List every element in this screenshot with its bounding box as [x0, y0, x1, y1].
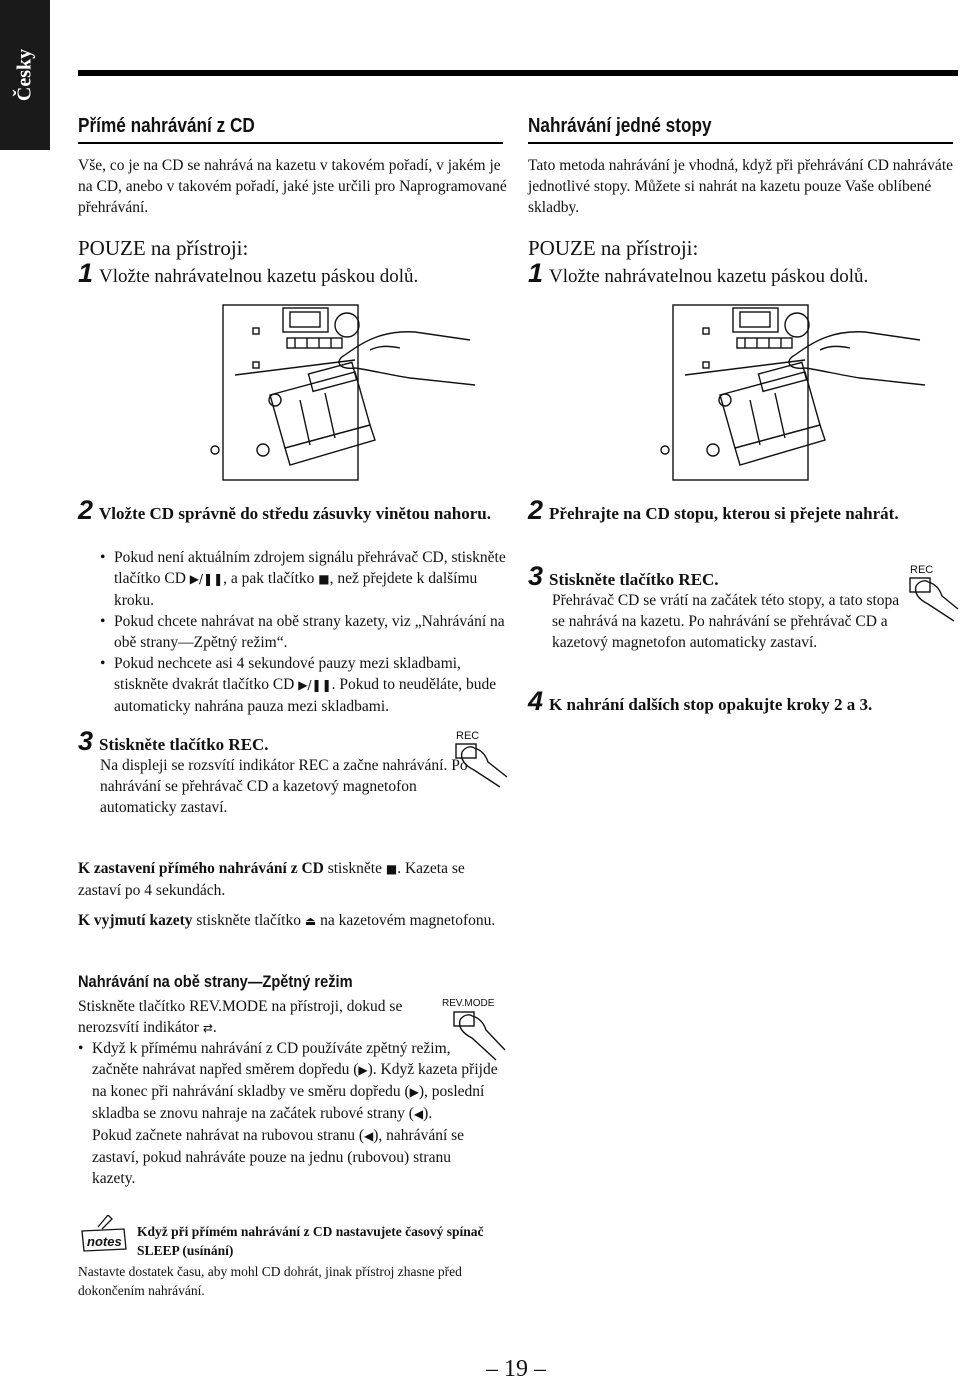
notes-title: Když při přímém nahrávání z CD nastavujete časový spínač SLEEP (usínání) [137, 1224, 484, 1258]
section-title-single-track: Nahrávání jedné stopy [528, 115, 712, 137]
notes-body: Nastavte dostatek času, aby mohl CD dohrát, jinak přístroj zhasne před dokončením nahrávání. [78, 1264, 462, 1298]
step-number: 3 [78, 726, 94, 756]
bullet-continuation: Pokud začnete nahrávat na rubovou stranu (◀), nahrávání se zastaví, pokud nahráváte pouze na jednu (rubovou) stranu kazety. [92, 1127, 465, 1187]
notes-label: notes [87, 1234, 122, 1249]
step-3 [78, 726, 269, 756]
play-reverse-icon: ◀ [413, 1107, 424, 1121]
step-text: Vložte nahrávatelnou kazetu páskou dolů. [549, 266, 869, 287]
play-reverse-icon: ◀ [364, 1129, 374, 1143]
pouze-label: POUZE na přístroji: [78, 236, 249, 260]
cassette-insert-illustration [645, 300, 935, 485]
step-text: Stiskněte tlačítko REC. [549, 570, 719, 589]
reverse-mode-bullets [78, 1038, 498, 1189]
step-3 [528, 561, 719, 591]
bullet-item: • Když k přímému nahrávání z CD používáte zpětný režim, začněte nahrávat napřed směrem dopředu (▶). Když kazeta přijde na konec při nahrávání skladby ve směru dopředu (▶), poslední skladba se znovu nahraje na začátek rubové strany (◀). [78, 1038, 498, 1125]
step-text: Stiskněte tlačítko REC. [99, 735, 269, 754]
step-text: K nahrání dalších stop opakujte kroky 2 a 3. [549, 695, 873, 714]
section-title-direct-cd: Přímé nahrávání z CD [78, 115, 255, 137]
eject-instructions: K vyjmutí kazety stiskněte tlačítko ⏏ na kazetovém magnetofonu. [78, 912, 496, 929]
step-2 [528, 495, 938, 525]
step-4 [528, 686, 873, 716]
section-rule [528, 142, 953, 144]
reverse-mode-body: Stiskněte tlačítko REV.MODE na přístroji, dokud se nerozsvítí indikátor ⇄. [78, 998, 403, 1036]
step-number: 4 [528, 686, 544, 716]
bullet-item: • Pokud není aktuálním zdrojem signálu přehrávač CD, stiskněte tlačítko CD ▶/❚❚, a pak tlačítko ■, než přejdete k dalšímu kroku. [100, 547, 512, 611]
step-3-body: Na displeji se rozsvítí indikátor REC a začne nahrávání. Po nahrávání se přehrávač CD a kazetový magnetofon automaticky zastaví. [100, 757, 468, 816]
rec-button-label: REC [910, 564, 934, 576]
step-number: 2 [78, 495, 94, 525]
step-3-body: Přehrávač CD se vrátí na začátek této stopy, a tato stopa se nahrává na kazetu. Po nahrávání se přehrávač CD a kazetový magnetofon automaticky zastaví. [552, 592, 900, 651]
intro-text: Tato metoda nahrávání je vhodná, když při přehrávání CD nahráváte jednotlivé stopy. Můžete si nahrát na kazetu pouze Vaše oblíbené skladby. [528, 157, 954, 216]
language-tab [0, 0, 50, 150]
step-text: Vložte nahrávatelnou kazetu páskou dolů. [99, 266, 419, 287]
reverse-mode-title: Nahrávání na obě strany—Zpětný režim [78, 972, 353, 991]
page-number: – 19 – [486, 1356, 546, 1382]
finger-press-rec-icon [452, 742, 512, 792]
eject-icon: ⏏ [304, 914, 317, 928]
intro-text: Vše, co je na CD se nahrává na kazetu v takovém pořadí, v jakém je na CD, anebo v takovém pořadí, jaké jste určili pro Naprogramované přehrávání. [78, 157, 507, 216]
play-forward-icon: ▶ [358, 1063, 368, 1077]
section-rule [78, 142, 503, 144]
stop-icon: ■ [385, 862, 398, 876]
stop-icon: ■ [318, 572, 330, 586]
finger-press-rec-icon [906, 576, 960, 626]
step-text: Vložte CD správně do středu zásuvky vinětou nahoru. [99, 504, 492, 523]
cassette-insert-illustration [195, 300, 485, 485]
top-rule [78, 70, 958, 76]
rev-mode-button-label: REV.MODE [442, 998, 495, 1009]
play-pause-icon: ▶/❚❚ [298, 678, 332, 692]
bullet-item: • Pokud nechcete asi 4 sekundové pauzy mezi skladbami, stiskněte dvakrát tlačítko CD ▶/❚❚. Pokud to neuděláte, bude automaticky nahrána pauza mezi skladbami. [100, 653, 512, 717]
step-1 [78, 258, 419, 288]
notes-icon [78, 1215, 130, 1253]
step-number: 3 [528, 561, 544, 591]
step-number: 1 [528, 258, 544, 288]
play-forward-icon: ▶ [409, 1085, 419, 1099]
step-1 [528, 258, 869, 288]
pouze-label: POUZE na přístroji: [528, 236, 699, 260]
language-label: Česky [13, 48, 36, 102]
step-number: 1 [78, 258, 94, 288]
reverse-mode-icon: ⇄ [202, 1021, 213, 1035]
step-text: Přehrajte na CD stopu, kterou si přejete nahrát. [549, 504, 899, 523]
step-number: 2 [528, 495, 544, 525]
play-pause-icon: ▶/❚❚ [189, 572, 224, 586]
stop-instructions: K zastavení přímého nahrávání z CD stiskněte ■. Kazeta se zastaví po 4 sekundách. [78, 860, 465, 899]
bullet-item: • Pokud chcete nahrávat na obě strany kazety, viz „Nahrávání na obě strany—Zpětný režim“. [100, 611, 512, 653]
rec-button-label: REC [456, 730, 480, 742]
step-2-bullets [100, 547, 512, 717]
step-2 [78, 495, 508, 525]
